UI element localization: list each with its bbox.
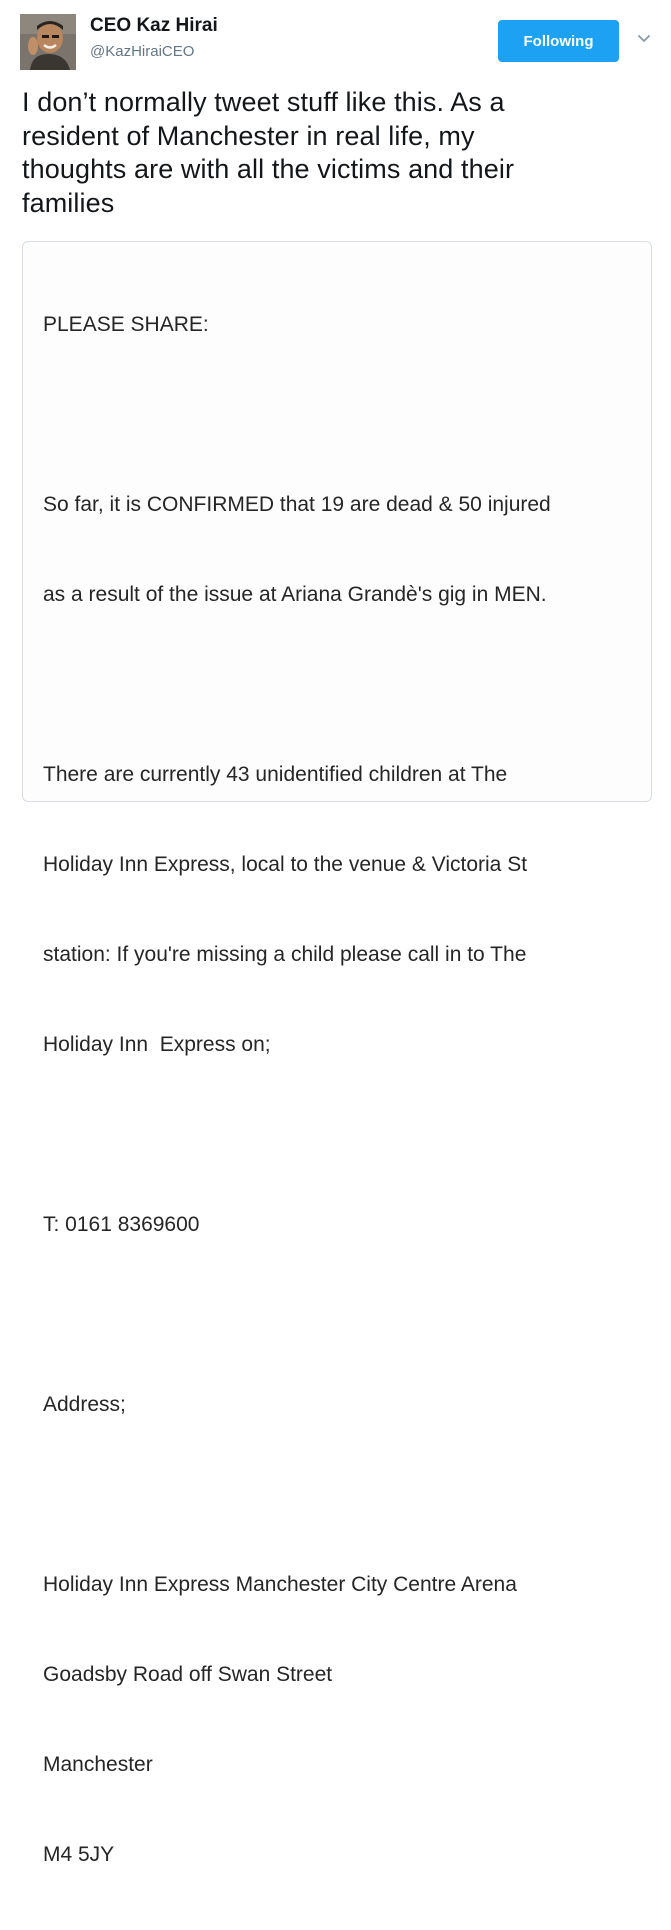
image-line: M4 5JY xyxy=(43,1843,115,1866)
image-line: as a result of the issue at Ariana Grandè's gig in MEN. xyxy=(43,583,547,606)
image-line: station: If you're missing a child please call in to The xyxy=(43,943,527,966)
image-line xyxy=(43,1300,643,1330)
image-line xyxy=(43,400,643,430)
image-line: So far, it is CONFIRMED that 19 are dead & 50 injured xyxy=(43,493,551,516)
chevron-down-icon[interactable] xyxy=(636,30,652,46)
image-line xyxy=(43,1120,643,1150)
image-line: There are currently 43 unidentified children at The xyxy=(43,763,508,786)
display-name[interactable]: CEO Kaz Hirai xyxy=(90,15,218,36)
tweet-text: I don’t normally tweet stuff like this. As a resident of Manchester in real life, my thoughts are with all the victims and their families xyxy=(22,87,515,218)
avatar[interactable] xyxy=(20,14,76,70)
image-line xyxy=(43,1480,643,1510)
tweet-image[interactable] xyxy=(22,241,652,1866)
following-button[interactable]: Following xyxy=(498,20,619,62)
image-line: Address; xyxy=(43,1393,126,1416)
user-handle[interactable]: @KazHiraiCEO xyxy=(90,43,195,60)
image-line: Holiday Inn Express Manchester City Centre Arena xyxy=(43,1573,517,1596)
image-line: Holiday Inn Express, local to the venue & Victoria St xyxy=(43,853,528,876)
image-line: PLEASE SHARE: xyxy=(43,313,209,336)
tweet-header xyxy=(0,0,671,80)
image-line: Holiday Inn Express on; xyxy=(43,1033,271,1056)
profile-photo-icon xyxy=(20,14,76,70)
image-text xyxy=(43,250,643,1930)
image-line: Goadsby Road off Swan Street xyxy=(43,1663,333,1686)
image-line: T: 0161 8369600 xyxy=(43,1213,200,1236)
image-line: Manchester xyxy=(43,1753,153,1776)
image-line xyxy=(43,670,643,700)
